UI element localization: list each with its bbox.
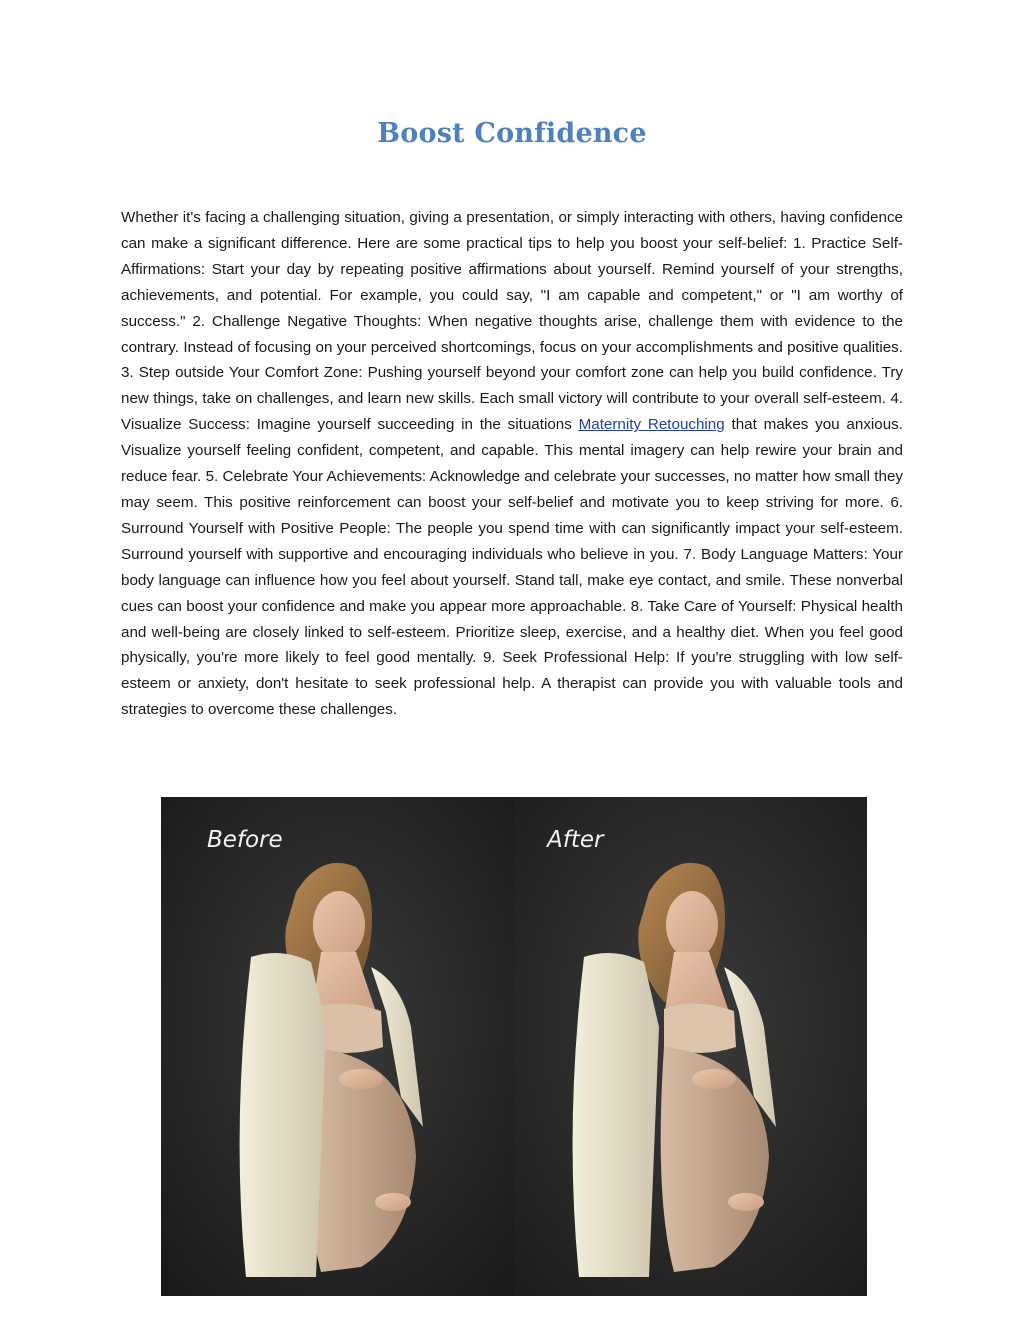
after-panel: [514, 797, 867, 1296]
before-label: Before: [207, 827, 283, 853]
before-panel: [161, 797, 514, 1296]
paragraph-text-part-2: that makes you anxious. Visualize yourself feeling confident, competent, and capable. This mental imagery can help rewire your brain and reduce fear. 5. Celebrate Your Achievements: Acknowledge and celebrate your successes, no matter how small they may seem. This positive reinforcement can boost your self-belief and motivate you to keep striving for more. 6. Surround Yourself with Positive People: The people you spend time with can significantly impact your self-esteem. Surround yourself with supportive and encouraging individuals who believe in you. 7. Body Language Matters: Your body language can influence how you feel about yourself. Stand tall, make eye contact, and smile. These nonverbal cues can boost your confidence and make you appear more approachable. 8. Take Care of Yourself: Physical health and well-being are closely linked to self-esteem. Prioritize sleep, exercise, and a healthy diet. When you feel good physically, you're more likely to feel good mentally. 9. Seek Professional Help: If you're struggling with low self-esteem or anxiety, don't hesitate to seek professional help. A therapist can provide you with valuable tools and strategies to overcome these challenges.: [121, 416, 903, 719]
body-paragraph: [121, 205, 903, 723]
page-title: Boost Confidence: [377, 118, 647, 149]
before-after-photo: [161, 797, 867, 1296]
paragraph-text-part-1: Whether it's facing a challenging situation, giving a presentation, or simply interacting with others, having confidence can make a significant difference. Here are some practical tips to help you boost your self-belief: 1. Practice Self-Affirmations: Start your day by repeating positive affirmations about yourself. Remind yourself of your strengths, achievements, and potential. For example, you could say, "I am capable and competent," or "I am worthy of success." 2. Challenge Negative Thoughts: When negative thoughts arise, challenge them with evidence to the contrary. Instead of focusing on your perceived shortcomings, focus on your accomplishments and positive qualities. 3. Step outside Your Comfort Zone: Pushing yourself beyond your comfort zone can help you build confidence. Try new things, take on challenges, and learn new skills. Each small victory will contribute to your overall self-esteem. 4. Visualize Success: Imagine yourself succeeding in the situations: [121, 209, 903, 434]
after-label: After: [547, 827, 604, 853]
before-after-illustration: [161, 797, 867, 1296]
maternity-retouching-link[interactable]: Maternity Retouching: [578, 416, 725, 434]
